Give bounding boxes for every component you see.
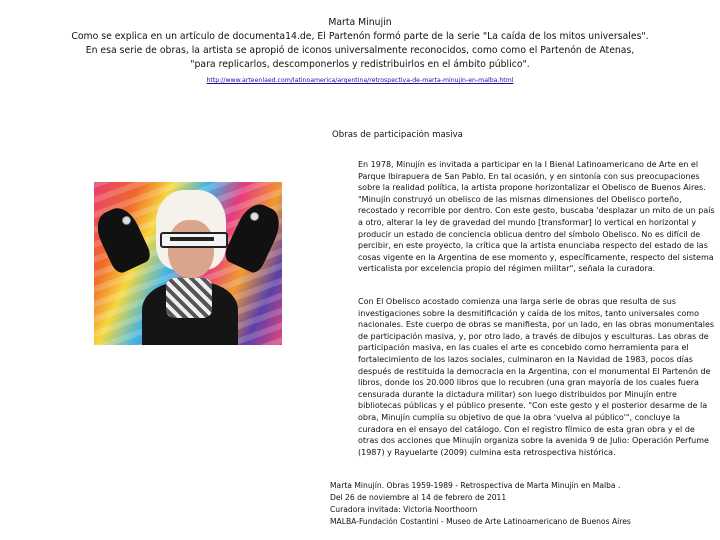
paragraph-2: Con El Obelisco acostado comienza una larga serie de obras que resulta de sus investigaciones sobre la desmitificación y caída de los mitos, tanto universales como nacionales. Este cuerpo de obras se manifiesta, por un lado, en las obras monumentales de participación masiva, y, por otro lado, a través de dibujos y esculturas. Las obras de participación masiva, en las cuales el arte es concebido como herramienta para el fortalecimiento de los lazos sociales, culminaron en la Navidad de 1983, pocos días después de restituida la democracia en la Argentina, con el monumental El Partenón de libros, donde los 20.000 libros que lo recubren (una gran mayoría de los cuales fuera censurada durante la dictadura militar) son luego distribuidos por Minujín entre bibliotecas públicas y el público presente. "Con este gesto y el posterior desarme de la obra, Minujín cumplía su objetivo de que la obra 'vuelva al público'", concluye la curadora en el ensayo del catálogo. Con el registro fílmico de esta gran obra y el de otras dos acciones que Minujín organiza sobre la avenida 9 de Julio: Operación Perfume (1987) y Rayuelarte (2009) culmina esta retrospectiva histórica. (358, 297, 715, 457)
page-title: Marta Minujin (328, 17, 392, 28)
intro-line-3: "para replicarlos, descomponerlos y redistribuirlos en el ámbito público". (190, 59, 530, 70)
footer-exhibition: Marta Minujín. Obras 1959-1989 - Retrospectiva de Marta Minujín en Malba . (330, 481, 621, 490)
artist-photo (94, 182, 282, 345)
intro-line-2: En esa serie de obras, la artista se apropió de iconos universalmente reconocidos, como como el Partenón de Atenas, (85, 45, 635, 56)
intro-line-1: Como se explica en un artículo de documenta14.de, El Partenón formó parte de la serie "La caída de los mitos universales". (71, 31, 649, 42)
section-title: Obras de participación masiva (332, 130, 463, 140)
source-link[interactable]: http://www.arteenlaed.com/latinoamerica/argentina/retrospectiva-de-marta-minujin-en-malba.html (206, 77, 514, 84)
footer (330, 480, 631, 528)
footer-dates: Del 26 de noviembre al 14 de febrero de 2011 (330, 493, 507, 502)
footer-venue: MALBA-Fundación Costantini - Museo de Arte Latinoamericano de Buenos Aires (330, 517, 631, 526)
header (0, 16, 720, 88)
footer-curator: Curadora invitada: Victoria Noorthoorn (330, 505, 478, 514)
paragraph-1: En 1978, Minujín es invitada a participar en la I Bienal Latinoamericano de Arte en el Parque Ibirapuera de San Pablo. En tal ocasión, y en sintonía con sus preocupaciones sobre la realidad política, la artista propone horizontalizar el Obelisco de Buenos Aires. "Minujín construyó un obelisco de las mismas dimensiones del Obelisco porteño, recostado y recorrible por dentro. Con este gesto, buscaba 'desplazar un mito de un país a otro, alterar la ley de gravedad del mundo [transformar] lo vertical en horizontal y producir un estado de conciencia oblicua dentro del símbolo Obelisco. No es difícil de percibir, en este proyecto, la crítica que la artista enunciaba respecto del estado de las cosas vigente en la Argentina de ese momento y, específicamente, respecto del sistema verticalista por excelencia propio del régimen militar", señala la curadora. (358, 160, 715, 274)
